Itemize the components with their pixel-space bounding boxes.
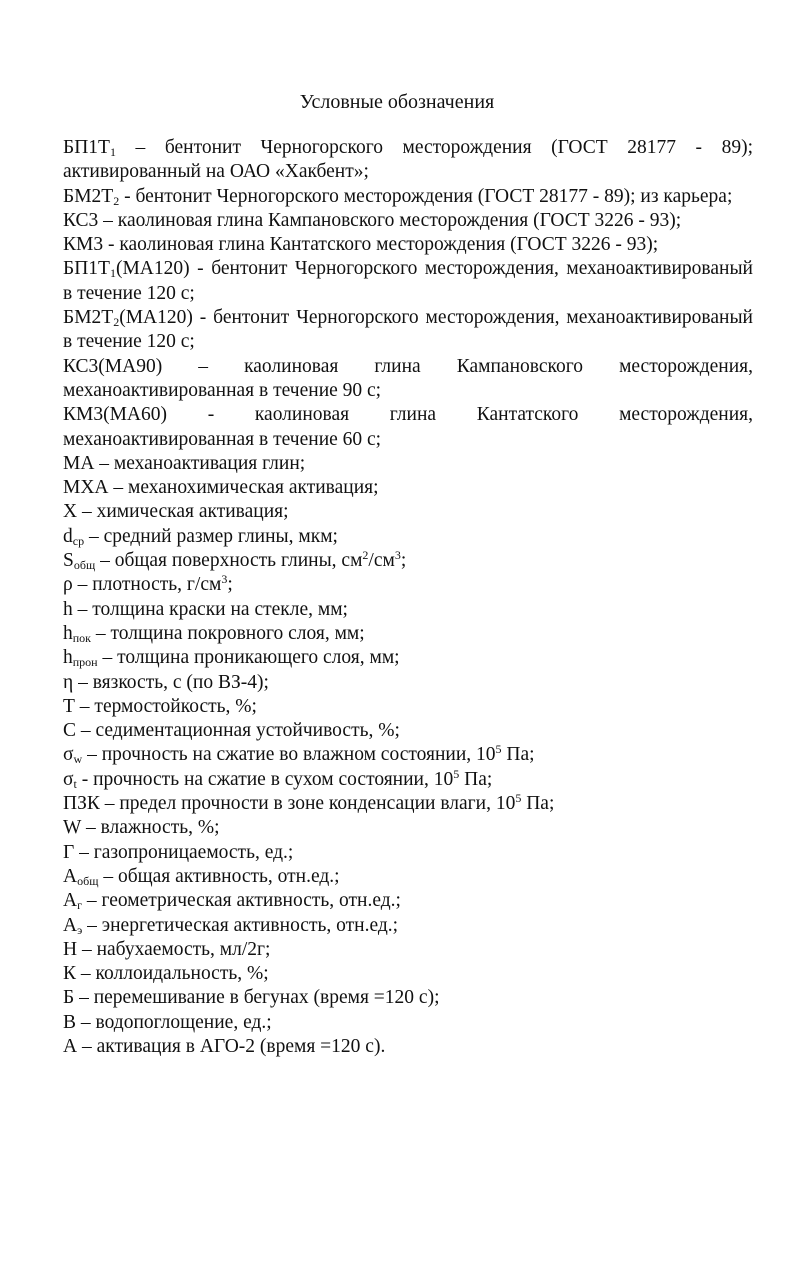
notation-entry [63, 306, 753, 355]
notation-symbol [63, 550, 95, 571]
notation-entry [63, 743, 753, 767]
symbol-text: БП1Т [63, 137, 110, 158]
notation-symbol [63, 404, 167, 425]
notation-definition: – предел прочности в зоне конденсации влаги, 10 [99, 793, 516, 815]
symbol-text: d [63, 525, 73, 547]
unit-superscript: 5 [453, 766, 460, 781]
notation-definition: – активация в АГО-2 (время =120 с). [77, 1035, 386, 1057]
notation-symbol [63, 453, 94, 474]
notation-entry [63, 671, 753, 695]
notation-definition: – прочность на сжатие во влажном состоянии, 10 [82, 744, 496, 766]
symbol-suffix: (МА120) [119, 307, 193, 329]
notation-symbol [63, 744, 82, 765]
notation-definition: – коллоидальность, %; [76, 963, 269, 985]
notation-entry [63, 865, 753, 889]
entry-end: ; [400, 550, 407, 572]
notation-entry [63, 962, 753, 986]
notation-entry [63, 500, 753, 524]
notation-definition: – плотность, г/см [72, 574, 222, 596]
notation-definition: - бентонит Черногорского месторождения, механоактивированый в течение 120 с; [63, 307, 753, 353]
symbol-text: КМ3(МА60) [63, 404, 168, 426]
notation-definition: - бентонит Черногорского месторождения (ГОСТ 28177 - 89); из карьера; [119, 185, 733, 207]
notation-entry [63, 889, 753, 913]
symbol-subscript: общ [73, 558, 96, 573]
notation-definition: – вязкость, с (по ВЗ-4); [73, 671, 269, 693]
notation-entry [63, 816, 753, 840]
notation-symbol [63, 769, 77, 790]
symbol-text: W [63, 817, 82, 839]
notation-symbol [63, 477, 109, 498]
notation-entry [63, 525, 753, 549]
notation-symbol [63, 817, 81, 838]
symbol-text: КМ3 [63, 234, 104, 256]
symbol-text: БП1Т [63, 258, 110, 280]
unit-text: Па; [501, 744, 535, 766]
symbol-text: КС3(МА90) [63, 355, 163, 377]
unit-superscript: 3 [394, 548, 401, 563]
notation-definition: - каолиновая глина Кантатского месторождения, механоактивированная в течение 60 с; [63, 404, 753, 450]
notation-symbol [63, 1012, 76, 1033]
notation-symbol [63, 186, 119, 207]
notation-definition: – термостойкость, %; [74, 695, 257, 717]
notation-symbol [63, 574, 73, 595]
notation-entry [63, 841, 753, 865]
symbol-subscript: 1 [109, 145, 116, 159]
symbol-text: σ [63, 768, 74, 790]
notation-definition: – набухаемость, мл/2г; [77, 938, 271, 960]
symbol-subscript: общ [77, 873, 99, 888]
notation-entry [63, 185, 753, 209]
notation-symbol [63, 963, 76, 984]
symbol-text: ПЗК [63, 793, 100, 815]
symbol-text: h [63, 622, 73, 644]
notation-entry [63, 257, 753, 306]
notation-symbol [63, 890, 82, 911]
symbol-text: σ [63, 744, 74, 766]
notation-entry [63, 695, 753, 719]
symbol-text: К [63, 963, 77, 985]
notation-entry [63, 646, 753, 670]
notation-entry [63, 792, 753, 816]
symbol-text: БМ2Т [63, 185, 114, 207]
symbol-text: Н [63, 938, 78, 960]
symbol-subscript: 1 [109, 266, 116, 281]
notation-symbol [63, 915, 82, 936]
notation-symbol [63, 987, 74, 1008]
notation-entry [63, 209, 753, 233]
notation-definition: – толщина покровного слоя, мм; [91, 622, 365, 644]
notation-definition: – химическая активация; [77, 501, 289, 523]
notation-entry [63, 1035, 753, 1059]
symbol-subscript: прон [72, 655, 98, 670]
symbol-text: Г [63, 841, 75, 863]
symbol-text: ρ [63, 574, 73, 596]
notation-symbol [63, 720, 76, 741]
notation-entry [63, 719, 753, 743]
symbol-text: h [63, 598, 73, 620]
symbol-text: КС3 [63, 209, 99, 231]
symbol-subscript: 2 [113, 193, 120, 208]
symbol-text: А [63, 890, 78, 912]
notation-definition: – водопоглощение, ед.; [76, 1011, 272, 1033]
notation-symbol [63, 501, 77, 522]
notation-symbol [63, 793, 100, 814]
notation-symbol [63, 1036, 77, 1057]
notation-entry [63, 938, 753, 962]
symbol-text: БМ2Т [63, 307, 114, 329]
notation-definition: – газопроницаемость, ед.; [74, 841, 294, 863]
symbol-text: η [63, 671, 74, 693]
symbol-text: А [63, 1035, 78, 1057]
notation-entry [63, 622, 753, 646]
notation-entry [63, 452, 753, 476]
symbol-suffix: (МА120) [115, 258, 190, 280]
symbol-text: S [63, 550, 74, 572]
unit-superscript: 5 [515, 791, 522, 806]
unit-text: Па; [459, 768, 493, 790]
page-title: Условные обозначения [299, 91, 495, 113]
unit-text: Па; [521, 793, 555, 815]
symbol-text: В [63, 1011, 77, 1033]
notation-definition: – средний размер глины, мкм; [84, 525, 338, 547]
unit-text: /см [368, 550, 395, 572]
notation-definition: – общая поверхность глины, см [95, 550, 363, 572]
notation-entry [63, 573, 753, 597]
notation-definition: – механоактивация глин; [94, 452, 306, 474]
notation-symbol [63, 258, 190, 279]
symbol-text: МА [63, 452, 95, 474]
symbol-subscript: 2 [113, 315, 120, 330]
symbol-subscript: t [73, 776, 77, 791]
unit-superscript: 5 [495, 742, 502, 757]
unit-superscript: 2 [362, 548, 369, 563]
notation-list [63, 136, 753, 1059]
symbol-text: Х [63, 501, 78, 523]
notation-entry [63, 403, 753, 452]
notation-definition: – каолиновая глина Кампановского месторождения, механоактивированная в течение 90 с; [63, 355, 753, 401]
notation-symbol [63, 939, 77, 960]
notation-definition: – геометрическая активность, отн.ед.; [82, 890, 401, 912]
notation-symbol [63, 866, 98, 887]
notation-symbol [63, 526, 84, 547]
entry-end: ; [227, 574, 233, 596]
notation-definition: – каолиновая глина Кампановского месторождения (ГОСТ 3226 - 93); [98, 209, 682, 231]
symbol-text: А [63, 914, 78, 936]
notation-entry [63, 355, 753, 404]
symbol-text: А [63, 865, 78, 887]
notation-symbol [63, 599, 73, 620]
notation-definition: – толщина краски на стекле, мм; [72, 598, 348, 620]
notation-definition: – седиментационная устойчивость, %; [76, 720, 400, 742]
notation-symbol [63, 307, 193, 328]
unit-superscript: 3 [221, 572, 228, 587]
symbol-text: С [63, 720, 77, 742]
notation-symbol [63, 137, 116, 158]
symbol-text: МХА [63, 477, 109, 499]
notation-symbol [63, 842, 74, 863]
notation-definition: - прочность на сжатие в сухом состоянии, 10 [76, 768, 454, 790]
notation-entry [63, 549, 753, 573]
notation-symbol [63, 696, 75, 717]
notation-definition: – толщина проникающего слоя, мм; [97, 647, 400, 669]
notation-entry [63, 136, 753, 185]
symbol-subscript: г [77, 898, 83, 913]
notation-entry [63, 914, 753, 938]
notation-definition: – энергетическая активность, отн.ед.; [82, 914, 399, 936]
notation-definition: – перемешивание в бегунах (время =120 с); [74, 987, 440, 1009]
symbol-text: Т [63, 695, 75, 717]
symbol-text: Б [63, 987, 75, 1009]
symbol-text: h [63, 647, 73, 669]
notation-symbol [63, 672, 73, 693]
notation-entry [63, 1011, 753, 1035]
symbol-subscript: ср [72, 533, 85, 548]
notation-entry [63, 598, 753, 622]
symbol-subscript: э [77, 922, 83, 937]
symbol-subscript: пок [72, 630, 92, 645]
notation-entry [63, 986, 753, 1010]
notation-definition: – механохимическая активация; [108, 477, 379, 499]
notation-symbol [63, 356, 162, 377]
notation-definition: - бентонит Черногорского месторождения, механоактивированый в течение 120 с; [63, 258, 753, 304]
notation-symbol [63, 623, 91, 644]
notation-entry [63, 476, 753, 500]
notation-definition: – бентонит Черногорского месторождения (ГОСТ 28177 - 89); активированный на ОАО «Хакбент»; [63, 137, 753, 183]
notation-symbol [63, 210, 98, 231]
notation-entry [63, 233, 753, 257]
notation-symbol [63, 234, 103, 255]
notation-definition: - каолиновая глина Кантатского месторождения (ГОСТ 3226 - 93); [103, 234, 659, 256]
notation-symbol [63, 647, 98, 668]
notation-definition: – влажность, %; [81, 817, 220, 839]
symbol-subscript: w [73, 752, 83, 767]
notation-entry [63, 768, 753, 792]
notation-definition: – общая активность, отн.ед.; [98, 865, 340, 887]
